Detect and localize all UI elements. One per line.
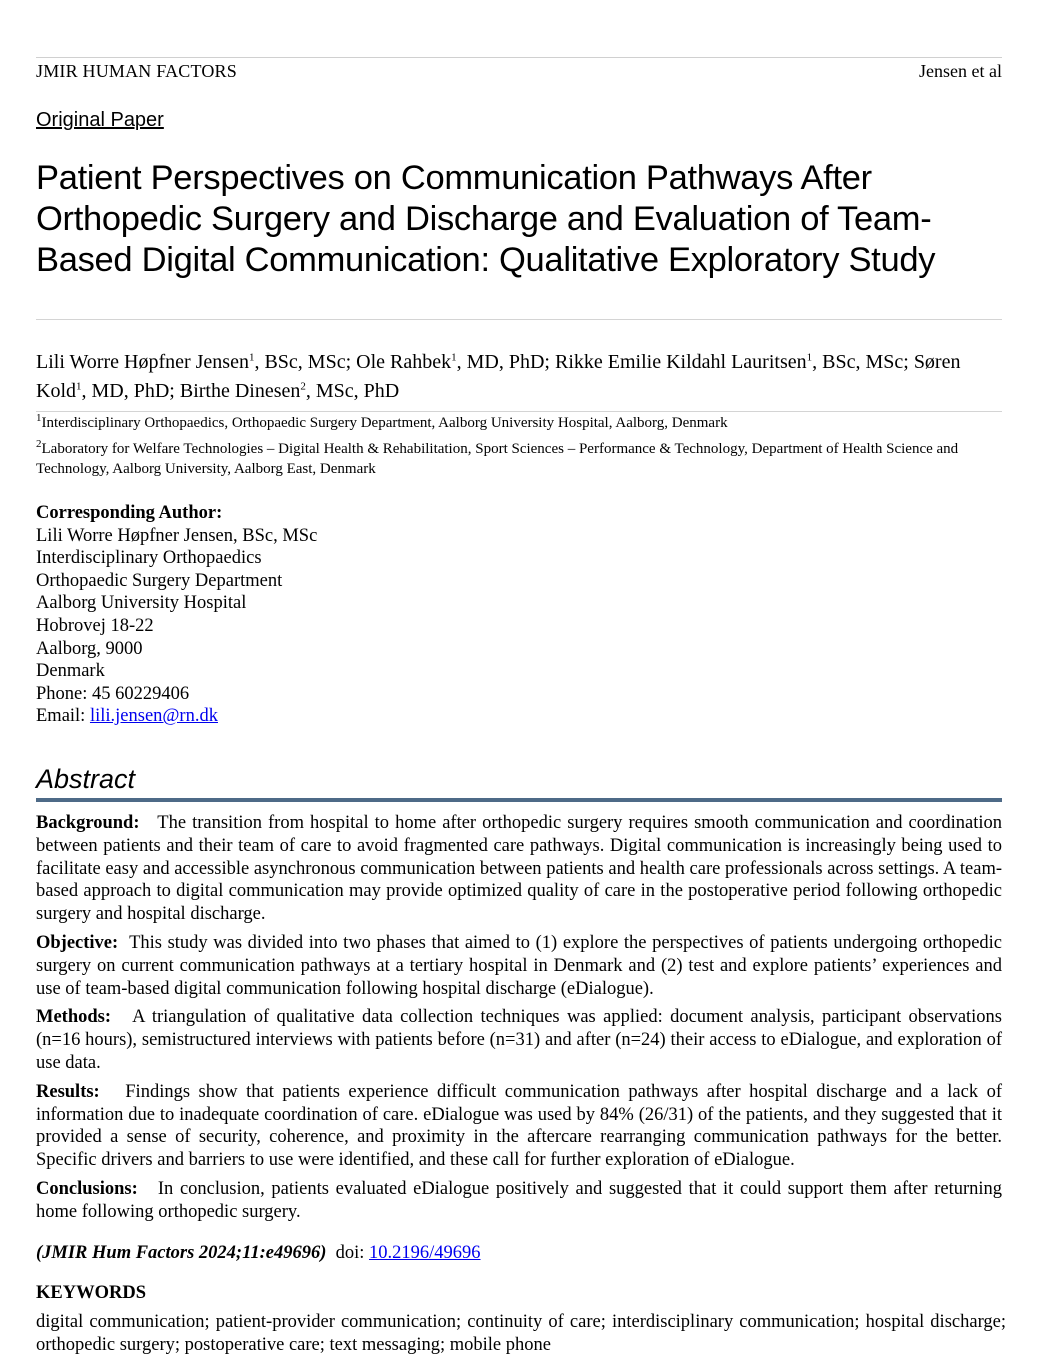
corresponding-line: Orthopaedic Surgery Department bbox=[36, 570, 283, 591]
affiliation-text: Interdisciplinary Orthopaedics, Orthopaedic Surgery Department, Aalborg University Hospital, Aalborg, Denmark bbox=[41, 415, 728, 431]
section-label: Methods: bbox=[36, 1007, 112, 1028]
journal-name: JMIR HUMAN FACTORS bbox=[36, 61, 237, 81]
affiliation-number: 2 bbox=[36, 438, 42, 450]
section-text: A triangulation of qualitative data collection techniques was applied: document analysis, participant observations (n=16 hours), semistructured interviews with patients before (n=31) and after (n=24) their access to eDialogue, and exploration of use data. bbox=[36, 1007, 1003, 1073]
doi-link[interactable]: 10.2196/49696 bbox=[369, 1243, 481, 1263]
author-affiliation-mark: 1 bbox=[248, 351, 255, 364]
abstract-rule bbox=[36, 798, 1002, 802]
section-text: This study was divided into two phases that aimed to (1) explore the perspectives of patients undergoing orthopedic surgery on current communication pathways at a tertiary hospital in Denmark and (2) test and explore patients’ experiences and use of team-based digital communication following hospital discharge (eDialogue). bbox=[36, 932, 1003, 999]
author-name: Ole Rahbek bbox=[356, 351, 452, 373]
author-degrees: , MD, PhD; bbox=[81, 380, 180, 402]
abstract-body bbox=[36, 812, 1002, 1230]
author-name: Lili Worre Høpfner Jensen bbox=[36, 351, 249, 373]
title-rule bbox=[36, 319, 1002, 320]
corresponding-line: Denmark bbox=[36, 661, 105, 682]
author-affiliation-mark: 1 bbox=[76, 380, 82, 393]
paper-title: Patient Perspectives on Communication Pathways After Orthopedic Surgery and Discharge and Evaluation of Team-Based Digital Communication: Qualitative Exploratory Study bbox=[36, 159, 936, 279]
section-label: Conclusions: bbox=[36, 1178, 138, 1199]
corresponding-line: Aalborg, 9000 bbox=[36, 638, 143, 659]
paper-type: Original Paper bbox=[36, 109, 164, 131]
affiliation-number: 1 bbox=[36, 412, 42, 424]
author-degrees: , MSc, PhD bbox=[305, 380, 400, 402]
corresponding-line: Hobrovej 18-22 bbox=[36, 615, 154, 636]
author-affiliation-mark: 1 bbox=[806, 351, 813, 364]
corresponding-line: Aalborg University Hospital bbox=[36, 593, 247, 614]
affiliation-2 bbox=[36, 439, 1002, 479]
citation-ref: (JMIR Hum Factors 2024;11:e49696) bbox=[36, 1243, 327, 1263]
corresponding-line: Phone: 45 60229406 bbox=[36, 683, 190, 704]
author-degrees: , MD, PhD; bbox=[456, 351, 555, 373]
corresponding-label: Corresponding Author: bbox=[36, 503, 223, 523]
author-degrees: , BSc, MSc; bbox=[812, 351, 914, 373]
section-label: Background: bbox=[36, 813, 140, 833]
author-degrees: , BSc, MSc; bbox=[254, 351, 357, 373]
abstract-results bbox=[36, 1081, 1002, 1172]
corresponding-line: Lili Worre Høpfner Jensen, BSc, MSc bbox=[36, 525, 318, 546]
author-name: Søren Kold bbox=[36, 351, 961, 402]
abstract-objective bbox=[36, 932, 1002, 1000]
abstract-methods bbox=[36, 1006, 1002, 1074]
affiliation-1 bbox=[36, 414, 1002, 433]
section-text: In conclusion, patients evaluated eDialogue positively and suggested that it could support them after returning home following orthopedic surgery. bbox=[36, 1178, 1003, 1222]
corresponding-line: Interdisciplinary Orthopaedics bbox=[36, 548, 262, 569]
author-affiliation-mark: 2 bbox=[300, 380, 306, 393]
header-rule bbox=[36, 57, 1002, 58]
section-text: Findings show that patients experience difficult communication pathways after hospital discharge and a lack of information due to inadequate coordination of care. eDialogue was used by 84% (26/31) of the patients, and they suggested that it provided a sense of security, coherence, and proximity in the aftercare rearranging communication pathways for the better. Specific drivers and barriers to use were identified, and these call for further exploration of eDialogue. bbox=[36, 1081, 1002, 1171]
citation bbox=[36, 1243, 481, 1264]
email-label: Email: bbox=[36, 706, 90, 727]
email-link[interactable]: lili.jensen@rn.dk bbox=[89, 706, 218, 727]
section-label: Objective: bbox=[36, 932, 119, 953]
affiliation-text: Laboratory for Welfare Technologies – Digital Health & Rehabilitation, Sport Sciences – Performance & Technology, Department of Health Science and Technology, Aalborg University, Aalborg East, Denmark bbox=[36, 441, 959, 477]
affiliation-rule bbox=[36, 411, 1002, 412]
keywords-heading: KEYWORDS bbox=[36, 1283, 146, 1303]
email-line bbox=[36, 705, 317, 728]
abstract-conclusions bbox=[36, 1178, 1002, 1224]
corresponding-author bbox=[36, 502, 317, 728]
author-affiliation-mark: 1 bbox=[451, 351, 457, 364]
abstract-background bbox=[36, 812, 1002, 926]
author-name: Birthe Dinesen bbox=[179, 380, 301, 402]
author-name: Rikke Emilie Kildahl Lauritsen bbox=[555, 351, 807, 373]
abstract-heading: Abstract bbox=[36, 764, 136, 794]
section-text: The transition from hospital to home after orthopedic surgery requires smooth communication and coordination between patients and their team of care to avoid fragmented care pathways. Digital communication is increasingly being used to facilitate easy and accessible asynchronous communication between patients and health care professionals across settings. A team-based approach to digital communication may provide optimized quality of care in the postoperative period following orthopedic surgery and hospital discharge. bbox=[36, 813, 1002, 925]
section-label: Results: bbox=[36, 1081, 100, 1102]
running-head: Jensen et al bbox=[919, 61, 1002, 81]
doi-label: doi: bbox=[335, 1243, 365, 1263]
author-list bbox=[36, 348, 1002, 406]
keywords-text: digital communication; patient-provider communication; continuity of care; interdisciplinary communication; hospital discharge; orthopedic surgery; postoperative care; text messaging; mobile phone bbox=[36, 1312, 1006, 1355]
